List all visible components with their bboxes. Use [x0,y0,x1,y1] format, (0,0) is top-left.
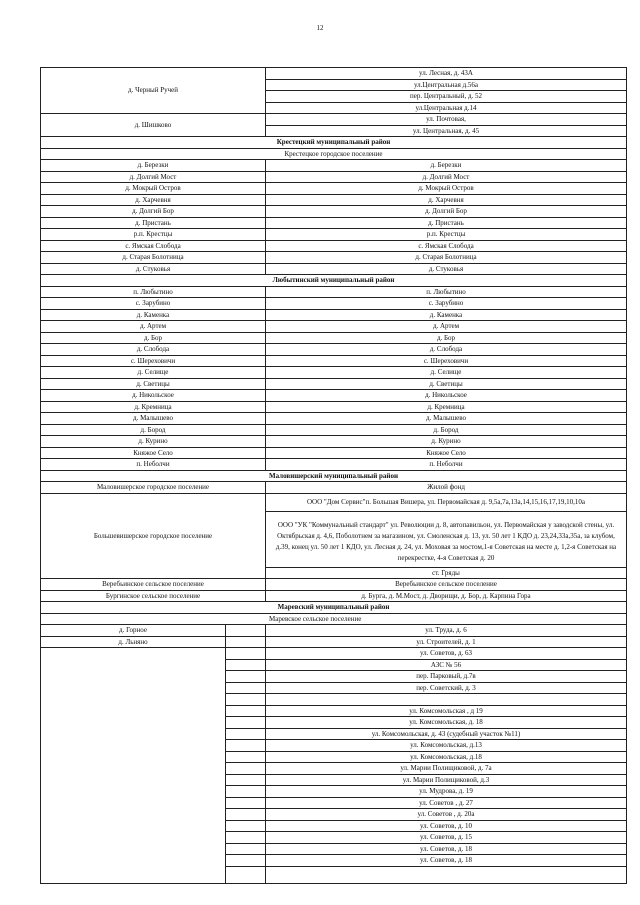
left-cell: д. Малышево [41,413,266,425]
district-title: Любытинский муниципальный район [41,275,627,287]
table-row [41,229,627,241]
spacer-cell [226,659,266,671]
spacer-cell [226,671,266,683]
right-cell: ООО "Дом Сервис"п. Большая Вишера, ул. Первомайская д. 9,5а,7а,13а,14,15,16,17,19,10,10а [266,493,627,511]
right-cell: д. Пристань [266,217,627,229]
right-cell: п. Любытино [266,286,627,298]
spacer-cell [226,751,266,763]
spacer-cell [226,694,266,706]
right-cell: д. Березки [266,160,627,172]
right-cell: д. Старая Болотница [266,252,627,264]
table-row [41,424,627,436]
right-cell: д. Мокрый Остров [266,183,627,195]
table-row [41,378,627,390]
left-cell: д. Светицы [41,378,266,390]
table-row [41,436,627,448]
spacer-cell [226,855,266,867]
right-cell: д. Бор [266,332,627,344]
table-row [41,321,627,333]
right-cell: д. Курино [266,436,627,448]
table-row [41,459,627,471]
left-cell: Веребьинское сельское поселение [41,579,266,591]
right-cell: ул. Советов, д. 63 [266,648,627,660]
right-cell: ул. Мудрова, д. 19 [266,786,627,798]
left-cell: р.п. Крестцы [41,229,266,241]
right-cell: д. Долгий Бор [266,206,627,218]
address-cell: ул. Почтовая, [266,114,627,126]
right-cell: ул. Комсомольская, д.18 [266,751,627,763]
spacer-cell [226,636,266,648]
spacer-cell [226,820,266,832]
left-cell: д. Старая Болотница [41,252,266,264]
left-cell: д. Селище [41,367,266,379]
left-cell: д. Березки [41,160,266,172]
table-row [41,413,627,425]
table-row [41,160,627,172]
right-cell: Жилой фонд [266,482,627,494]
address-cell: ул.Центральная д.14 [266,102,627,114]
subsection-row [41,613,627,625]
right-cell: ул. Марии Полищиковой, д. 7а [266,763,627,775]
address-cell: ул. Центральная, д. 45 [266,125,627,137]
address-cell: ул.Центральная д.56а [266,79,627,91]
left-cell: д. Бор [41,332,266,344]
right-cell: ул. Советов, д. 18 [266,855,627,867]
settlement-title: Маревское сельское поселение [41,613,627,625]
left-cell: д. Пристань [41,217,266,229]
table-row [41,309,627,321]
right-cell: ст. Гряды [266,567,627,579]
table-row [41,240,627,252]
spacer-cell [226,774,266,786]
right-cell: д. Малышево [266,413,627,425]
left-cell: с. Ямская Слобода [41,240,266,252]
right-cell: пер. Советский, д. 3 [266,682,627,694]
right-cell: пер. Парковый, д.7в [266,671,627,683]
table-row [41,206,627,218]
left-cell: д. Курино [41,436,266,448]
right-cell: с. Шереховичи [266,355,627,367]
left-cell: п. Неболчи [41,459,266,471]
left-cell: д. Кремница [41,401,266,413]
table-row [41,68,627,80]
spacer-cell [226,832,266,844]
right-cell-empty [266,866,627,883]
section-header-row [41,602,627,614]
left-cell: д. Долгий Бор [41,206,266,218]
right-cell: д. Светицы [266,378,627,390]
right-cell: д. Долгий Мост [266,171,627,183]
right-cell: ул. Комсомольская, д.13 [266,740,627,752]
spacer-cell [226,717,266,729]
left-cell: д. Харчевня [41,194,266,206]
settlement-cell: д. Шишково [41,114,266,137]
table-row [41,625,627,637]
left-cell: Большевишерское городское поселение [41,493,266,579]
right-cell: р.п. Крестцы [266,229,627,241]
left-cell: Княжое Село [41,447,266,459]
left-cell: д. Долгий Мост [41,171,266,183]
spacer-cell [226,763,266,775]
spacer-cell [226,809,266,821]
district-title: Маловишерский муниципальный район [41,470,627,482]
right-cell: д. Бурга, д. М.Мост, д. Дворищи, д. Бор, д. Карпина Гора [266,590,627,602]
spacer-cell [226,786,266,798]
right-cell: ул. Комсомольская, д. 18 [266,717,627,729]
table-row [41,263,627,275]
section-header-row [41,470,627,482]
settlement-cell: д. Черный Ручей [41,68,266,114]
table-row [41,183,627,195]
section-header-row [41,275,627,287]
right-cell: д. Селище [266,367,627,379]
left-cell: Бургинское сельское поселение [41,590,266,602]
left-cell: д. Каменка [41,309,266,321]
right-cell: д. Каменка [266,309,627,321]
spacer-cell [226,866,266,883]
right-cell: Веребьинское сельское поселение [266,579,627,591]
spacer-cell [226,728,266,740]
left-cell: д. Мокрый Остров [41,183,266,195]
table-row [41,355,627,367]
settlement-title: Крестецкое городское поселение [41,148,627,160]
right-cell: д. Харчевня [266,194,627,206]
left-cell: д. Бород [41,424,266,436]
right-cell: Княжое Село [266,447,627,459]
table-row [41,367,627,379]
table-row [41,114,627,126]
spacer-cell [226,625,266,637]
table-row [41,252,627,264]
blank-cell [41,648,226,884]
right-cell: д. Стуковья [266,263,627,275]
right-cell: д. Артем [266,321,627,333]
page-number: 12 [316,24,324,32]
section-header-row [41,137,627,149]
table-row [41,482,627,494]
district-title: Маревский муниципальный район [41,602,627,614]
right-cell: ул. Советов , д. 20а [266,809,627,821]
table-row [41,344,627,356]
spacer-cell [226,740,266,752]
spacer-cell [226,843,266,855]
right-cell: ул. Советов, д. 15 [266,832,627,844]
left-cell: д. Артем [41,321,266,333]
right-cell: д. Никольское [266,390,627,402]
left-cell: д. Никольское [41,390,266,402]
table-row [41,194,627,206]
right-cell-empty [266,694,627,706]
table-row [41,390,627,402]
table-row [41,217,627,229]
table-row [41,286,627,298]
right-cell: ул. Комсомольская , д 19 [266,705,627,717]
address-cell: пер. Центральный, д. 52 [266,91,627,103]
table-row [41,171,627,183]
left-cell: д. Стуковья [41,263,266,275]
right-cell: д. Кремница [266,401,627,413]
left-cell: с. Шереховичи [41,355,266,367]
right-cell: АЗС № 56 [266,659,627,671]
right-cell: ул. Советов, д. 10 [266,820,627,832]
spacer-cell [226,705,266,717]
right-cell: ул. Советов , д. 27 [266,797,627,809]
right-cell: п. Неболчи [266,459,627,471]
table-row [41,332,627,344]
right-cell: д. Бород [266,424,627,436]
left-cell: д. Слобода [41,344,266,356]
spacer-cell [226,682,266,694]
right-cell: ул. Комсомольская, д. 43 (судебный участок №11) [266,728,627,740]
table-row [41,579,627,591]
table-row [41,493,627,511]
right-cell: с. Ямская Слобода [266,240,627,252]
left-cell: п. Любытино [41,286,266,298]
spacer-cell [226,797,266,809]
district-title: Крестецкий муниципальный район [41,137,627,149]
table-row [41,648,627,660]
right-cell: ул. Марии Полищиковой, д.3 [266,774,627,786]
left-cell: Маловишерское городское поселение [41,482,266,494]
table-row [41,636,627,648]
waste-collection-table [40,67,627,884]
left-cell: д. Горное [41,625,226,637]
right-cell: ул. Советов, д. 18 [266,843,627,855]
table-row [41,401,627,413]
address-cell: ул. Лесная, д. 43А [266,68,627,80]
right-cell: с. Зарубино [266,298,627,310]
right-cell: ул. Строителей, д. 1 [266,636,627,648]
spacer-cell [226,648,266,660]
table-row [41,590,627,602]
left-cell: с. Зарубино [41,298,266,310]
right-cell: д. Слобода [266,344,627,356]
table-row [41,298,627,310]
subsection-row [41,148,627,160]
left-cell: д. Льняно [41,636,226,648]
right-cell: ООО "УК "Коммунальный стандарт" ул. Революции д. 8, автопавильон, ул. Первомайская у заводской стены, ул. Октябрьская д. 4,6, Поболотнем за магазином, ул. Смоленская д. 13, ул. 50 лет 1 КДО д. 23,24,33а,35а, за клубом, д.39, конец ул. 50 лет 1 КДО, ул. Лесная д. 24, ул. Моховая за мостом,1-я Советская на месте д. 1,2-я Советская на перекрестке, 4-я Советская д. 20 [266,511,627,567]
right-cell: ул. Труда, д. 6 [266,625,627,637]
table-row [41,447,627,459]
